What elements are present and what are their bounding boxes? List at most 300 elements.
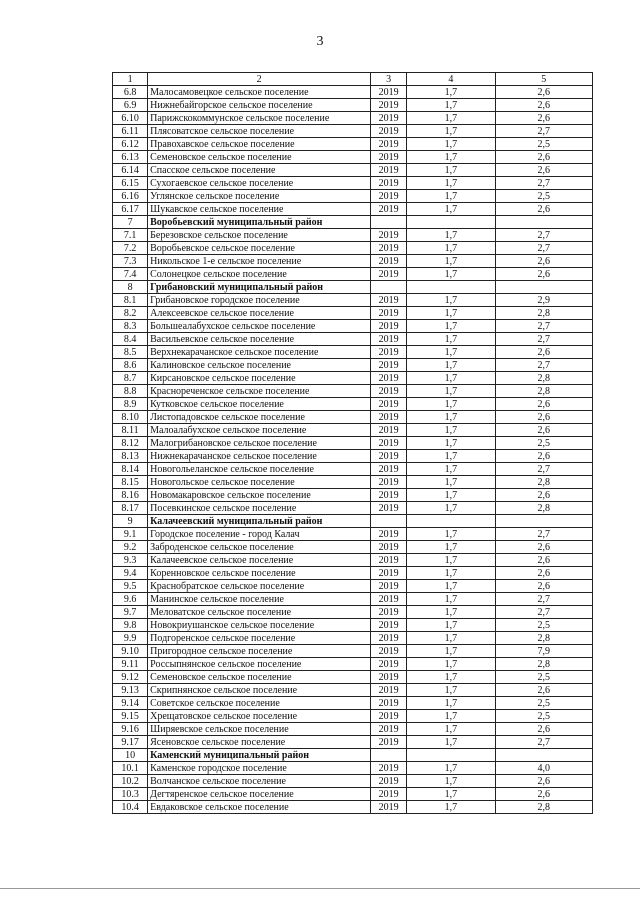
table-row bbox=[113, 372, 593, 385]
cell-year: 2019 bbox=[371, 658, 407, 671]
cell-settlement-name: Спасское сельское поселение bbox=[148, 164, 371, 177]
cell-value-5 bbox=[495, 749, 592, 762]
cell-value-5: 2,5 bbox=[495, 671, 592, 684]
cell-settlement-name: Малоалабухское сельское поселение bbox=[148, 424, 371, 437]
footer-divider bbox=[0, 888, 640, 889]
cell-number: 6.15 bbox=[113, 177, 148, 190]
cell-number: 8.17 bbox=[113, 502, 148, 515]
table-row bbox=[113, 437, 593, 450]
cell-settlement-name: Шукавское сельское поселение bbox=[148, 203, 371, 216]
cell-value-5 bbox=[495, 281, 592, 294]
table-row bbox=[113, 411, 593, 424]
cell-number: 9 bbox=[113, 515, 148, 528]
cell-value-4: 1,7 bbox=[407, 762, 495, 775]
cell-year: 2019 bbox=[371, 593, 407, 606]
cell-value-5: 2,7 bbox=[495, 125, 592, 138]
cell-settlement-name: Углянское сельское поселение bbox=[148, 190, 371, 203]
cell-value-5: 2,7 bbox=[495, 359, 592, 372]
cell-settlement-name: Скрипнянское сельское поселение bbox=[148, 684, 371, 697]
cell-value-4: 1,7 bbox=[407, 736, 495, 749]
page-number: 3 bbox=[316, 34, 324, 49]
cell-value-5: 2,6 bbox=[495, 567, 592, 580]
cell-value-4 bbox=[407, 281, 495, 294]
cell-value-5: 2,7 bbox=[495, 333, 592, 346]
cell-value-5: 2,7 bbox=[495, 606, 592, 619]
cell-value-5: 2,6 bbox=[495, 580, 592, 593]
cell-year: 2019 bbox=[371, 801, 407, 814]
cell-year: 2019 bbox=[371, 437, 407, 450]
table-row bbox=[113, 203, 593, 216]
cell-settlement-name: Парижскокоммунское сельское поселение bbox=[148, 112, 371, 125]
cell-settlement-name: Малосамовецкое сельское поселение bbox=[148, 86, 371, 99]
cell-year: 2019 bbox=[371, 294, 407, 307]
cell-year: 2019 bbox=[371, 606, 407, 619]
cell-value-4: 1,7 bbox=[407, 203, 495, 216]
cell-value-5: 2,6 bbox=[495, 554, 592, 567]
cell-year: 2019 bbox=[371, 177, 407, 190]
cell-year bbox=[371, 515, 407, 528]
table-row bbox=[113, 151, 593, 164]
cell-number: 7.1 bbox=[113, 229, 148, 242]
cell-settlement-name: Никольское 1-е сельское поселение bbox=[148, 255, 371, 268]
cell-number: 8.6 bbox=[113, 359, 148, 372]
table-row bbox=[113, 164, 593, 177]
table-row bbox=[113, 593, 593, 606]
cell-number: 8.5 bbox=[113, 346, 148, 359]
cell-value-4: 1,7 bbox=[407, 593, 495, 606]
cell-number: 8.2 bbox=[113, 307, 148, 320]
cell-year: 2019 bbox=[371, 541, 407, 554]
cell-value-5: 2,6 bbox=[495, 203, 592, 216]
cell-settlement-name: Грибановский муниципальный район bbox=[148, 281, 371, 294]
cell-settlement-name: Кирсановское сельское поселение bbox=[148, 372, 371, 385]
cell-value-4: 1,7 bbox=[407, 125, 495, 138]
cell-number: 8.8 bbox=[113, 385, 148, 398]
cell-year: 2019 bbox=[371, 86, 407, 99]
table-row bbox=[113, 294, 593, 307]
cell-value-5 bbox=[495, 216, 592, 229]
cell-value-4: 1,7 bbox=[407, 294, 495, 307]
cell-number: 9.1 bbox=[113, 528, 148, 541]
cell-value-4: 1,7 bbox=[407, 164, 495, 177]
cell-settlement-name: Волчанское сельское поселение bbox=[148, 775, 371, 788]
table-row bbox=[113, 619, 593, 632]
cell-settlement-name: Большеалабухское сельское поселение bbox=[148, 320, 371, 333]
table-row bbox=[113, 268, 593, 281]
cell-settlement-name: Грибановское городское поселение bbox=[148, 294, 371, 307]
cell-settlement-name: Новогольеланское сельское поселение bbox=[148, 463, 371, 476]
district-row bbox=[113, 749, 593, 762]
cell-value-4: 1,7 bbox=[407, 151, 495, 164]
cell-settlement-name: Калачеевский муниципальный район bbox=[148, 515, 371, 528]
cell-number: 9.9 bbox=[113, 632, 148, 645]
cell-year: 2019 bbox=[371, 372, 407, 385]
table-row bbox=[113, 242, 593, 255]
cell-year: 2019 bbox=[371, 788, 407, 801]
cell-settlement-name: Воробьевское сельское поселение bbox=[148, 242, 371, 255]
cell-value-5: 2,8 bbox=[495, 385, 592, 398]
cell-number: 6.16 bbox=[113, 190, 148, 203]
district-row bbox=[113, 281, 593, 294]
table-row bbox=[113, 580, 593, 593]
district-row bbox=[113, 515, 593, 528]
table-row bbox=[113, 320, 593, 333]
table-row bbox=[113, 528, 593, 541]
table-row bbox=[113, 476, 593, 489]
cell-value-4: 1,7 bbox=[407, 307, 495, 320]
cell-value-4: 1,7 bbox=[407, 411, 495, 424]
table-row bbox=[113, 645, 593, 658]
cell-settlement-name: Каменское городское поселение bbox=[148, 762, 371, 775]
cell-value-5: 7,9 bbox=[495, 645, 592, 658]
cell-year: 2019 bbox=[371, 242, 407, 255]
cell-value-5: 2,6 bbox=[495, 268, 592, 281]
cell-settlement-name: Калачеевское сельское поселение bbox=[148, 554, 371, 567]
cell-value-5: 2,6 bbox=[495, 164, 592, 177]
table-row bbox=[113, 541, 593, 554]
cell-value-4: 1,7 bbox=[407, 138, 495, 151]
cell-value-5: 2,6 bbox=[495, 775, 592, 788]
settlements-table bbox=[112, 72, 593, 814]
cell-value-5: 2,6 bbox=[495, 411, 592, 424]
table-row bbox=[113, 86, 593, 99]
table-row bbox=[113, 801, 593, 814]
cell-number: 9.16 bbox=[113, 723, 148, 736]
cell-number: 10.1 bbox=[113, 762, 148, 775]
cell-value-5: 2,7 bbox=[495, 320, 592, 333]
cell-year: 2019 bbox=[371, 775, 407, 788]
cell-value-5: 2,8 bbox=[495, 801, 592, 814]
table-row bbox=[113, 450, 593, 463]
cell-year: 2019 bbox=[371, 203, 407, 216]
cell-value-5: 2,7 bbox=[495, 463, 592, 476]
cell-number: 7.3 bbox=[113, 255, 148, 268]
cell-value-4: 1,7 bbox=[407, 112, 495, 125]
cell-value-4: 1,7 bbox=[407, 645, 495, 658]
cell-number: 6.13 bbox=[113, 151, 148, 164]
cell-number: 9.5 bbox=[113, 580, 148, 593]
cell-value-4: 1,7 bbox=[407, 580, 495, 593]
cell-value-4: 1,7 bbox=[407, 710, 495, 723]
cell-year: 2019 bbox=[371, 567, 407, 580]
table-row bbox=[113, 385, 593, 398]
table-row bbox=[113, 632, 593, 645]
cell-number: 7.2 bbox=[113, 242, 148, 255]
cell-value-4: 1,7 bbox=[407, 437, 495, 450]
cell-number: 8.12 bbox=[113, 437, 148, 450]
cell-value-5: 2,6 bbox=[495, 424, 592, 437]
cell-number: 9.4 bbox=[113, 567, 148, 580]
cell-number: 9.14 bbox=[113, 697, 148, 710]
cell-value-4: 1,7 bbox=[407, 528, 495, 541]
cell-settlement-name: Кутковское сельское поселение bbox=[148, 398, 371, 411]
cell-year: 2019 bbox=[371, 619, 407, 632]
table-row bbox=[113, 502, 593, 515]
cell-settlement-name: Листопадовское сельское поселение bbox=[148, 411, 371, 424]
cell-value-5: 2,5 bbox=[495, 437, 592, 450]
cell-number: 9.8 bbox=[113, 619, 148, 632]
cell-number: 6.17 bbox=[113, 203, 148, 216]
table-row bbox=[113, 138, 593, 151]
cell-number: 9.6 bbox=[113, 593, 148, 606]
table-row bbox=[113, 762, 593, 775]
cell-year: 2019 bbox=[371, 632, 407, 645]
cell-value-5: 2,7 bbox=[495, 229, 592, 242]
cell-value-4: 1,7 bbox=[407, 801, 495, 814]
cell-year bbox=[371, 216, 407, 229]
cell-year: 2019 bbox=[371, 502, 407, 515]
cell-settlement-name: Советское сельское поселение bbox=[148, 697, 371, 710]
cell-value-4: 1,7 bbox=[407, 229, 495, 242]
cell-value-5: 2,7 bbox=[495, 593, 592, 606]
cell-settlement-name: Плясоватское сельское поселение bbox=[148, 125, 371, 138]
cell-number: 9.3 bbox=[113, 554, 148, 567]
cell-number: 10.3 bbox=[113, 788, 148, 801]
table-row bbox=[113, 736, 593, 749]
cell-number: 8.1 bbox=[113, 294, 148, 307]
cell-number: 10.4 bbox=[113, 801, 148, 814]
table-row bbox=[113, 112, 593, 125]
cell-year: 2019 bbox=[371, 398, 407, 411]
cell-value-4: 1,7 bbox=[407, 606, 495, 619]
cell-value-4: 1,7 bbox=[407, 86, 495, 99]
cell-settlement-name: Васильевское сельское поселение bbox=[148, 333, 371, 346]
cell-value-4: 1,7 bbox=[407, 541, 495, 554]
cell-value-5: 2,6 bbox=[495, 788, 592, 801]
cell-value-4: 1,7 bbox=[407, 554, 495, 567]
cell-value-4: 1,7 bbox=[407, 788, 495, 801]
cell-number: 8.15 bbox=[113, 476, 148, 489]
cell-value-5: 2,7 bbox=[495, 177, 592, 190]
column-header-5: 5 bbox=[495, 73, 592, 86]
cell-year: 2019 bbox=[371, 411, 407, 424]
cell-year: 2019 bbox=[371, 554, 407, 567]
cell-year: 2019 bbox=[371, 164, 407, 177]
cell-value-5: 2,5 bbox=[495, 697, 592, 710]
cell-year bbox=[371, 281, 407, 294]
cell-year: 2019 bbox=[371, 229, 407, 242]
cell-value-4: 1,7 bbox=[407, 723, 495, 736]
cell-value-5: 2,6 bbox=[495, 346, 592, 359]
cell-value-4: 1,7 bbox=[407, 177, 495, 190]
cell-value-4: 1,7 bbox=[407, 359, 495, 372]
cell-value-4: 1,7 bbox=[407, 463, 495, 476]
cell-value-5: 2,5 bbox=[495, 710, 592, 723]
cell-year: 2019 bbox=[371, 424, 407, 437]
cell-year: 2019 bbox=[371, 736, 407, 749]
cell-value-4: 1,7 bbox=[407, 476, 495, 489]
cell-value-5: 2,6 bbox=[495, 86, 592, 99]
cell-settlement-name: Новогольское сельское поселение bbox=[148, 476, 371, 489]
table-row bbox=[113, 190, 593, 203]
table-row bbox=[113, 775, 593, 788]
table-row bbox=[113, 671, 593, 684]
table-row bbox=[113, 463, 593, 476]
cell-number: 8.7 bbox=[113, 372, 148, 385]
cell-settlement-name: Ширяевское сельское поселение bbox=[148, 723, 371, 736]
cell-settlement-name: Краснобратское сельское поселение bbox=[148, 580, 371, 593]
cell-value-5 bbox=[495, 515, 592, 528]
cell-value-4: 1,7 bbox=[407, 632, 495, 645]
cell-year: 2019 bbox=[371, 697, 407, 710]
cell-settlement-name: Семеновское сельское поселение bbox=[148, 671, 371, 684]
cell-year: 2019 bbox=[371, 385, 407, 398]
cell-value-5: 2,7 bbox=[495, 242, 592, 255]
cell-year: 2019 bbox=[371, 463, 407, 476]
cell-value-5: 2,8 bbox=[495, 658, 592, 671]
cell-settlement-name: Подгоренское сельское поселение bbox=[148, 632, 371, 645]
cell-value-4: 1,7 bbox=[407, 502, 495, 515]
table-row bbox=[113, 723, 593, 736]
cell-value-4: 1,7 bbox=[407, 385, 495, 398]
cell-number: 9.13 bbox=[113, 684, 148, 697]
cell-settlement-name: Алексеевское сельское поселение bbox=[148, 307, 371, 320]
cell-year: 2019 bbox=[371, 359, 407, 372]
cell-year: 2019 bbox=[371, 333, 407, 346]
cell-value-4: 1,7 bbox=[407, 450, 495, 463]
cell-year: 2019 bbox=[371, 684, 407, 697]
cell-number: 9.7 bbox=[113, 606, 148, 619]
cell-number: 8.16 bbox=[113, 489, 148, 502]
table-row bbox=[113, 346, 593, 359]
cell-year: 2019 bbox=[371, 125, 407, 138]
cell-settlement-name: Верхнекарачанское сельское поселение bbox=[148, 346, 371, 359]
cell-value-5: 2,6 bbox=[495, 151, 592, 164]
cell-value-4: 1,7 bbox=[407, 619, 495, 632]
cell-value-4: 1,7 bbox=[407, 99, 495, 112]
cell-value-4: 1,7 bbox=[407, 255, 495, 268]
cell-settlement-name: Малогрибановское сельское поселение bbox=[148, 437, 371, 450]
cell-value-5: 2,6 bbox=[495, 255, 592, 268]
cell-value-5: 2,8 bbox=[495, 632, 592, 645]
cell-settlement-name: Солонецкое сельское поселение bbox=[148, 268, 371, 281]
cell-value-5: 2,6 bbox=[495, 489, 592, 502]
cell-year: 2019 bbox=[371, 99, 407, 112]
cell-value-4: 1,7 bbox=[407, 424, 495, 437]
cell-value-4: 1,7 bbox=[407, 242, 495, 255]
cell-value-5: 2,9 bbox=[495, 294, 592, 307]
cell-settlement-name: Новокриушанское сельское поселение bbox=[148, 619, 371, 632]
cell-number: 10.2 bbox=[113, 775, 148, 788]
table-row bbox=[113, 359, 593, 372]
cell-number: 7 bbox=[113, 216, 148, 229]
cell-number: 6.10 bbox=[113, 112, 148, 125]
cell-settlement-name: Евдаковское сельское поселение bbox=[148, 801, 371, 814]
cell-value-4: 1,7 bbox=[407, 671, 495, 684]
cell-number: 6.8 bbox=[113, 86, 148, 99]
cell-year: 2019 bbox=[371, 255, 407, 268]
cell-value-4: 1,7 bbox=[407, 190, 495, 203]
column-header-1: 1 bbox=[113, 73, 148, 86]
cell-value-4 bbox=[407, 515, 495, 528]
cell-number: 10 bbox=[113, 749, 148, 762]
table-header-row bbox=[113, 73, 593, 86]
cell-value-4: 1,7 bbox=[407, 333, 495, 346]
column-header-3: 3 bbox=[371, 73, 407, 86]
cell-year: 2019 bbox=[371, 320, 407, 333]
cell-value-5: 2,6 bbox=[495, 398, 592, 411]
cell-value-4: 1,7 bbox=[407, 684, 495, 697]
cell-year: 2019 bbox=[371, 645, 407, 658]
cell-value-5: 2,6 bbox=[495, 112, 592, 125]
cell-number: 9.2 bbox=[113, 541, 148, 554]
cell-number: 8.9 bbox=[113, 398, 148, 411]
table-row bbox=[113, 710, 593, 723]
column-header-4: 4 bbox=[407, 73, 495, 86]
cell-value-5: 2,5 bbox=[495, 619, 592, 632]
cell-number: 8.11 bbox=[113, 424, 148, 437]
cell-settlement-name: Краснореченское сельское поселение bbox=[148, 385, 371, 398]
cell-settlement-name: Сухогаевское сельское поселение bbox=[148, 177, 371, 190]
cell-settlement-name: Калиновское сельское поселение bbox=[148, 359, 371, 372]
cell-year: 2019 bbox=[371, 268, 407, 281]
cell-year: 2019 bbox=[371, 710, 407, 723]
cell-number: 6.11 bbox=[113, 125, 148, 138]
table-row bbox=[113, 229, 593, 242]
cell-year: 2019 bbox=[371, 450, 407, 463]
cell-settlement-name: Городское поселение - город Калач bbox=[148, 528, 371, 541]
table-row bbox=[113, 307, 593, 320]
cell-value-5: 2,6 bbox=[495, 541, 592, 554]
cell-number: 8.14 bbox=[113, 463, 148, 476]
cell-settlement-name: Посевкинское сельское поселение bbox=[148, 502, 371, 515]
table-row bbox=[113, 333, 593, 346]
table-row bbox=[113, 567, 593, 580]
cell-value-4 bbox=[407, 216, 495, 229]
table-row bbox=[113, 606, 593, 619]
cell-value-4: 1,7 bbox=[407, 320, 495, 333]
table-row bbox=[113, 658, 593, 671]
cell-year bbox=[371, 749, 407, 762]
cell-number: 8.3 bbox=[113, 320, 148, 333]
cell-value-4: 1,7 bbox=[407, 372, 495, 385]
table-row bbox=[113, 398, 593, 411]
table-body bbox=[113, 86, 593, 814]
cell-settlement-name: Пригородное сельское поселение bbox=[148, 645, 371, 658]
table-row bbox=[113, 99, 593, 112]
table-row bbox=[113, 125, 593, 138]
cell-year: 2019 bbox=[371, 671, 407, 684]
cell-value-4 bbox=[407, 749, 495, 762]
table-row bbox=[113, 697, 593, 710]
cell-year: 2019 bbox=[371, 307, 407, 320]
table-row bbox=[113, 177, 593, 190]
cell-value-5: 2,6 bbox=[495, 450, 592, 463]
cell-number: 8.10 bbox=[113, 411, 148, 424]
cell-value-5: 2,6 bbox=[495, 723, 592, 736]
cell-settlement-name: Заброденское сельское поселение bbox=[148, 541, 371, 554]
cell-year: 2019 bbox=[371, 489, 407, 502]
column-header-2: 2 bbox=[148, 73, 371, 86]
cell-settlement-name: Дегтяренское сельское поселение bbox=[148, 788, 371, 801]
cell-value-4: 1,7 bbox=[407, 489, 495, 502]
cell-year: 2019 bbox=[371, 723, 407, 736]
cell-value-5: 2,5 bbox=[495, 190, 592, 203]
cell-year: 2019 bbox=[371, 528, 407, 541]
table-row bbox=[113, 788, 593, 801]
cell-value-5: 4,0 bbox=[495, 762, 592, 775]
table-row bbox=[113, 554, 593, 567]
cell-value-5: 2,6 bbox=[495, 684, 592, 697]
cell-number: 6.12 bbox=[113, 138, 148, 151]
cell-value-4: 1,7 bbox=[407, 775, 495, 788]
cell-value-4: 1,7 bbox=[407, 658, 495, 671]
cell-value-4: 1,7 bbox=[407, 398, 495, 411]
cell-value-5: 2,6 bbox=[495, 99, 592, 112]
table-row bbox=[113, 489, 593, 502]
cell-settlement-name: Коренновское сельское поселение bbox=[148, 567, 371, 580]
cell-value-4: 1,7 bbox=[407, 567, 495, 580]
